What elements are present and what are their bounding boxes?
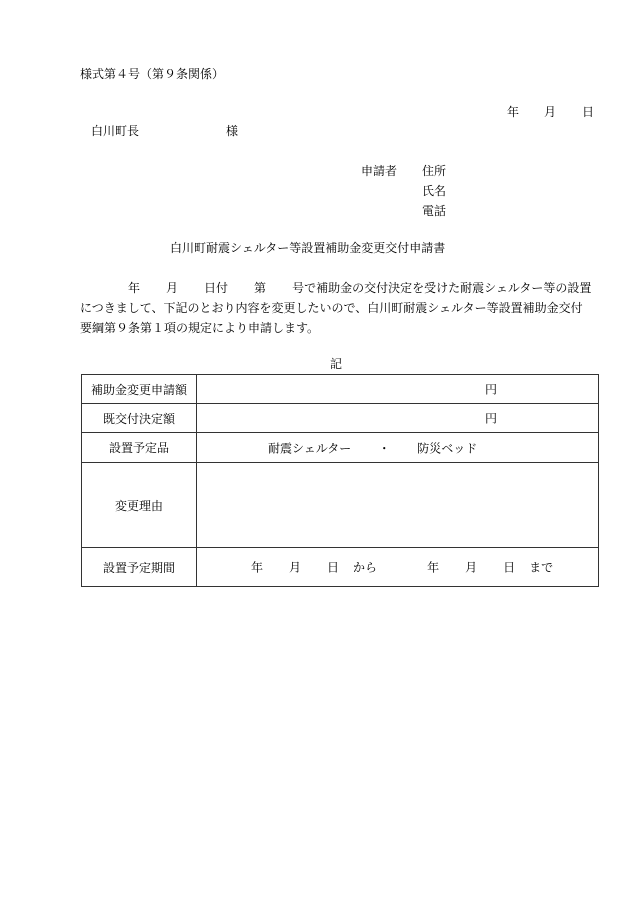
applicant-address-label: 住所 [422, 164, 447, 178]
amount-change-unit: 円 [485, 382, 498, 397]
applicant-label: 申請者 [361, 164, 398, 178]
change-reason-label: 変更理由 [82, 463, 197, 548]
body-year: 年 [128, 281, 141, 295]
table-row [82, 463, 599, 548]
period-start-month: 月 [289, 560, 302, 575]
ki-heading: 記 [330, 357, 343, 371]
body-dai: 第 [254, 281, 267, 295]
form-number: 様式第４号（第９条関係） [80, 67, 225, 81]
document-title: 白川町耐震シェルター等設置補助金変更交付申請書 [170, 241, 446, 255]
body-day: 日付 [204, 281, 229, 295]
application-body [80, 278, 602, 338]
period-until: まで [529, 560, 554, 575]
period-end-year: 年 [427, 560, 440, 575]
planned-item-label: 設置予定品 [82, 433, 197, 463]
table-row [82, 375, 599, 404]
applicant-name-label: 氏名 [422, 184, 447, 198]
table-row [82, 548, 599, 587]
planned-item-cell[interactable] [197, 433, 599, 463]
period-end-day: 日 [503, 560, 516, 575]
body-line-2: につきまして、下記のとおり内容を変更したいので、白川町耐震シェルター等設置補助金交付 [80, 301, 583, 315]
body-line-3: 要綱第９条第１項の規定により申請します。 [80, 321, 320, 335]
addressee-name: 白川町長 [91, 124, 140, 138]
granted-amount-label: 既交付決定額 [82, 404, 197, 433]
item-bed: 防災ベッド [417, 441, 478, 455]
table-row [82, 404, 599, 433]
item-separator: ・ [378, 441, 391, 455]
date-month-label: 月 [544, 105, 557, 119]
period-end-month: 月 [465, 560, 478, 575]
addressee-honorific: 様 [226, 124, 239, 138]
body-line1-rest: 号で補助金の交付決定を受けた耐震シェルター等の設置 [292, 281, 592, 295]
period-start-year: 年 [251, 560, 264, 575]
amount-change-label: 補助金変更申請額 [82, 375, 197, 404]
applicant-phone-label: 電話 [422, 204, 447, 218]
period-start-day: 日 [327, 560, 340, 575]
granted-amount-cell[interactable] [197, 404, 599, 433]
planned-period-label: 設置予定期間 [82, 548, 197, 587]
body-line-1 [80, 278, 602, 298]
period-from: から [353, 560, 378, 575]
planned-period-cell[interactable] [197, 548, 599, 587]
amount-change-cell[interactable] [197, 375, 599, 404]
granted-amount-unit: 円 [485, 411, 498, 426]
body-month: 月 [166, 281, 179, 295]
date-day-label: 日 [582, 105, 595, 119]
table-row [82, 433, 599, 463]
date-year-label: 年 [507, 105, 520, 119]
change-reason-cell[interactable] [197, 463, 599, 548]
details-table [81, 374, 599, 587]
item-shelter: 耐震シェルター [268, 441, 352, 455]
